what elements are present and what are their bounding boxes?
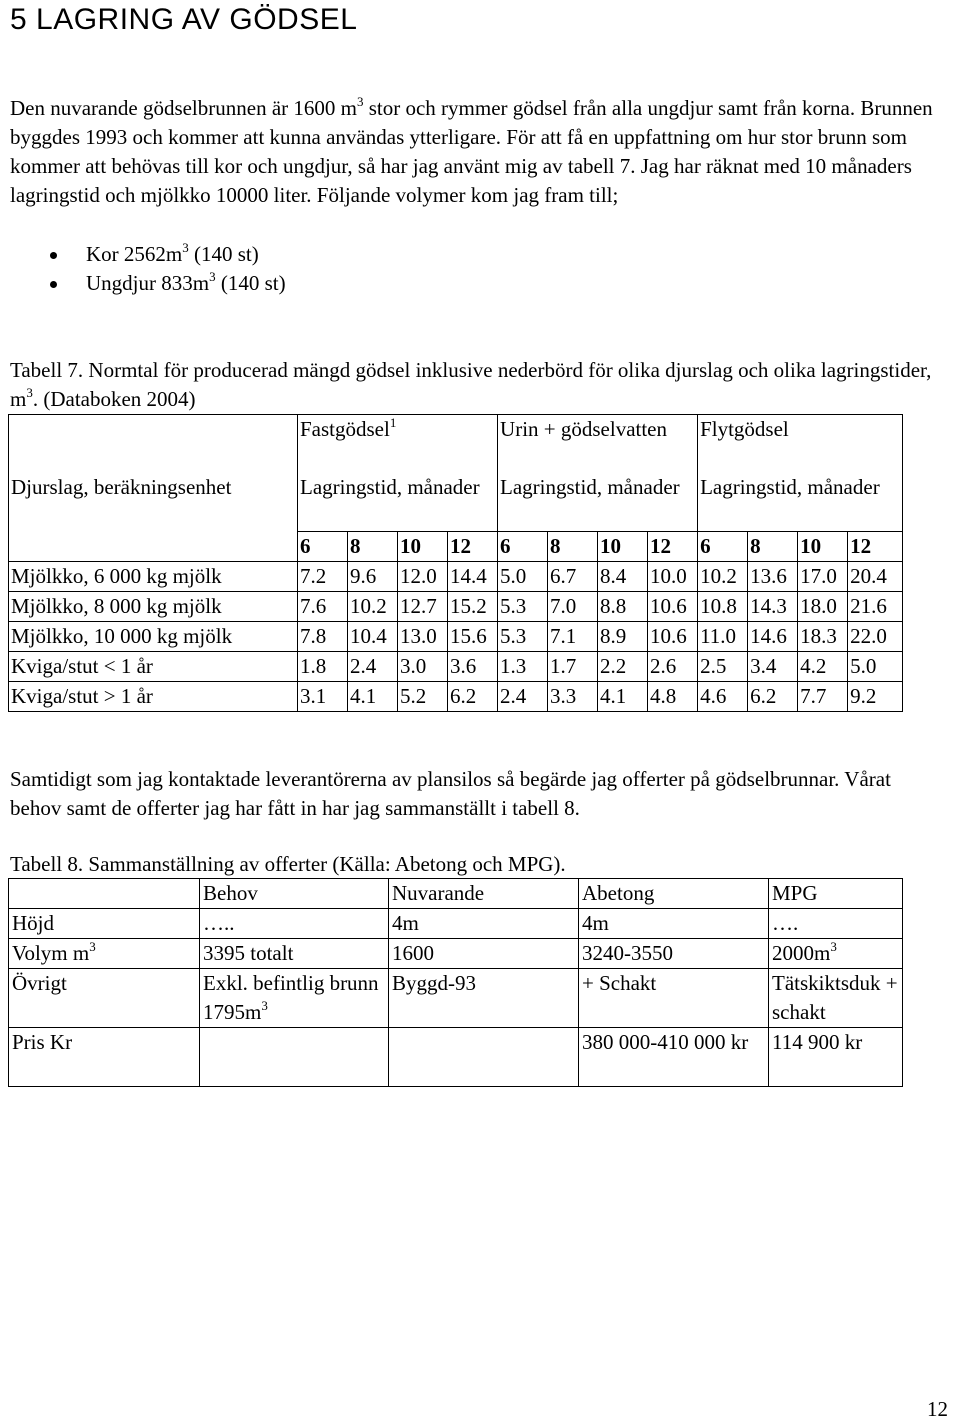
table-cell: 7.8 bbox=[298, 622, 348, 652]
table-header-cell bbox=[9, 415, 298, 474]
intro-paragraph: Den nuvarande gödselbrunnen är 1600 $m^3$ stor och rymmer gödsel från alla ungdjur samt från korna. Brunnen byggdes 1993 och kommer att kunna användas ytterligare. För att få en uppfattning om hur stor brunn som kommer att behövas till kor och ungdjur, så har jag använt mig av tabell 7. Jag har räknat med 10 månaders lagringstid och mjölkko 10000 liter. Följande volymer kom jag fram till; bbox=[10, 94, 933, 207]
table-cell: 14.6 bbox=[748, 622, 798, 652]
table-row bbox=[9, 622, 903, 652]
table-header-cell: 6 bbox=[298, 532, 348, 562]
table-cell: 11.0 bbox=[698, 622, 748, 652]
table-header-cell: 6 bbox=[498, 532, 548, 562]
table-cell: ….. bbox=[200, 909, 389, 939]
table-cell: 10.4 bbox=[348, 622, 398, 652]
table-header-cell: Behov bbox=[200, 879, 389, 909]
table-cell: 4.1 bbox=[598, 682, 648, 712]
table-header-cell: Flytgödsel bbox=[698, 415, 903, 474]
table-cell: 5.0 bbox=[498, 562, 548, 592]
table-cell: 2.4 bbox=[348, 652, 398, 682]
table8 bbox=[8, 878, 903, 1087]
bullet-icon bbox=[50, 281, 57, 288]
table-cell: 3.1 bbox=[298, 682, 348, 712]
table-header-cell: 10 bbox=[598, 532, 648, 562]
table-header-cell: 10 bbox=[398, 532, 448, 562]
table-cell: Mjölkko, 10 000 kg mjölk bbox=[9, 622, 298, 652]
table-cell: 9.2 bbox=[848, 682, 903, 712]
page-number: 12 bbox=[927, 1397, 948, 1421]
table-cell: 13.6 bbox=[748, 562, 798, 592]
table-cell: Kviga/stut < 1 år bbox=[9, 652, 298, 682]
table-row bbox=[9, 562, 903, 592]
table-cell: 22.0 bbox=[848, 622, 903, 652]
table-header-cell: Lagringstid, månader bbox=[298, 473, 498, 532]
table-cell: 3240-3550 bbox=[579, 939, 769, 969]
table-cell: 14.4 bbox=[448, 562, 498, 592]
table-cell: 1600 bbox=[389, 939, 579, 969]
table-cell: 1.3 bbox=[498, 652, 548, 682]
table-header-cell: 12 bbox=[648, 532, 698, 562]
table-cell: 8.8 bbox=[598, 592, 648, 622]
table-row bbox=[9, 592, 903, 622]
table-cell: Kviga/stut > 1 år bbox=[9, 682, 298, 712]
table-cell: 9.6 bbox=[348, 562, 398, 592]
table-row bbox=[9, 652, 903, 682]
table-cell: 8.4 bbox=[598, 562, 648, 592]
table-cell: 3.0 bbox=[398, 652, 448, 682]
table-cell: 15.6 bbox=[448, 622, 498, 652]
table-header-cell: MPG bbox=[769, 879, 903, 909]
table-header-cell: Nuvarande bbox=[389, 879, 579, 909]
table-header-row bbox=[9, 473, 903, 532]
table-header-cell bbox=[9, 879, 200, 909]
table-header-cell: 8 bbox=[748, 532, 798, 562]
table-cell: 10.6 bbox=[648, 592, 698, 622]
table-cell: Tätskiktsduk + schakt bbox=[769, 969, 903, 1028]
table-cell: Exkl. befintlig brunn $1795m^3$ bbox=[200, 969, 389, 1028]
table-cell: Höjd bbox=[9, 909, 200, 939]
table-cell: 3.4 bbox=[748, 652, 798, 682]
table-cell: + Schakt bbox=[579, 969, 769, 1028]
table-cell: 17.0 bbox=[798, 562, 848, 592]
table-cell: 4.2 bbox=[798, 652, 848, 682]
table-cell: 4m bbox=[579, 909, 769, 939]
table-cell: Volym $m^3$ bbox=[9, 939, 200, 969]
table-header-cell: 6 bbox=[698, 532, 748, 562]
table-cell: 2.4 bbox=[498, 682, 548, 712]
table-header-cell: 10 bbox=[798, 532, 848, 562]
table7 bbox=[8, 414, 903, 712]
table-cell: 4.6 bbox=[698, 682, 748, 712]
table-cell: Byggd-93 bbox=[389, 969, 579, 1028]
table-cell: 15.2 bbox=[448, 592, 498, 622]
table-cell: 4m bbox=[389, 909, 579, 939]
table-header-cell: Fastgödsel$^1$ bbox=[298, 415, 498, 474]
section-heading: 5 LAGRING AV GÖDSEL bbox=[10, 3, 358, 36]
table-cell: 7.0 bbox=[548, 592, 598, 622]
table-header-cell: 12 bbox=[848, 532, 903, 562]
table-cell: 5.0 bbox=[848, 652, 903, 682]
table-cell: 6.2 bbox=[748, 682, 798, 712]
table-cell bbox=[389, 1028, 579, 1087]
table-cell: 10.6 bbox=[648, 622, 698, 652]
table-cell: 18.0 bbox=[798, 592, 848, 622]
table-cell: Övrigt bbox=[9, 969, 200, 1028]
table-cell: 3.6 bbox=[448, 652, 498, 682]
table-header-cell: Lagringstid, månader bbox=[498, 473, 698, 532]
table-cell: 10.2 bbox=[348, 592, 398, 622]
table-cell: 7.7 bbox=[798, 682, 848, 712]
table8-caption: Tabell 8. Sammanställning av offerter (Källa: Abetong och MPG). bbox=[10, 852, 566, 876]
table-cell: …. bbox=[769, 909, 903, 939]
table-header-cell: Abetong bbox=[579, 879, 769, 909]
table-cell: 1.8 bbox=[298, 652, 348, 682]
table-header-cell: Urin + gödselvatten bbox=[498, 415, 698, 474]
bullet-icon bbox=[50, 252, 57, 259]
table-cell: $2000m^3$ bbox=[769, 939, 903, 969]
table-row bbox=[9, 909, 903, 939]
table-cell: 2.2 bbox=[598, 652, 648, 682]
table-cell: 5.3 bbox=[498, 592, 548, 622]
table-cell: 8.9 bbox=[598, 622, 648, 652]
table-cell: 20.4 bbox=[848, 562, 903, 592]
offers-paragraph: Samtidigt som jag kontaktade leverantörerna av plansilos så begärde jag offerter på gödselbrunnar. Vårat behov samt de offerter jag har fått in har jag sammanställt i tabell 8. bbox=[10, 767, 891, 820]
table-cell: 10.2 bbox=[698, 562, 748, 592]
table-cell: 1.7 bbox=[548, 652, 598, 682]
table-cell: 6.2 bbox=[448, 682, 498, 712]
table-cell: 10.8 bbox=[698, 592, 748, 622]
table-cell: 10.0 bbox=[648, 562, 698, 592]
table-header-cell: Lagringstid, månader bbox=[698, 473, 903, 532]
table-header-cell: 8 bbox=[348, 532, 398, 562]
table-header-row bbox=[9, 415, 903, 474]
volume-list bbox=[10, 240, 286, 298]
table-header-cell: Djurslag, beräkningsenhet bbox=[9, 473, 298, 532]
table-row bbox=[9, 1028, 903, 1087]
list-item: Kor $2562m^3$ (140 st) bbox=[10, 240, 286, 269]
table-row bbox=[9, 969, 903, 1028]
table-cell: 21.6 bbox=[848, 592, 903, 622]
table-cell: 380 000-410 000 kr bbox=[579, 1028, 769, 1087]
table-header-row bbox=[9, 879, 903, 909]
table-cell: 7.6 bbox=[298, 592, 348, 622]
table-cell: 7.1 bbox=[548, 622, 598, 652]
table-row bbox=[9, 682, 903, 712]
table-header-cell: 12 bbox=[448, 532, 498, 562]
table-header-cell: 8 bbox=[548, 532, 598, 562]
table-cell: 14.3 bbox=[748, 592, 798, 622]
table-cell: Mjölkko, 6 000 kg mjölk bbox=[9, 562, 298, 592]
table-cell: 12.7 bbox=[398, 592, 448, 622]
table-cell: Mjölkko, 8 000 kg mjölk bbox=[9, 592, 298, 622]
table-cell: 2.6 bbox=[648, 652, 698, 682]
table-cell: 5.3 bbox=[498, 622, 548, 652]
list-item: Ungdjur $833m^3$ (140 st) bbox=[10, 269, 286, 298]
table-header-row bbox=[9, 532, 903, 562]
table-cell: 114 900 kr bbox=[769, 1028, 903, 1087]
table-cell: 12.0 bbox=[398, 562, 448, 592]
table-cell: 2.5 bbox=[698, 652, 748, 682]
table-cell: 13.0 bbox=[398, 622, 448, 652]
table-cell: 3.3 bbox=[548, 682, 598, 712]
table-row bbox=[9, 939, 903, 969]
table-cell: 7.2 bbox=[298, 562, 348, 592]
table-header-cell bbox=[9, 532, 298, 562]
table-cell: Pris Kr bbox=[9, 1028, 200, 1087]
table-cell: 5.2 bbox=[398, 682, 448, 712]
table-cell: 6.7 bbox=[548, 562, 598, 592]
table-cell bbox=[200, 1028, 389, 1087]
table-cell: 18.3 bbox=[798, 622, 848, 652]
table-cell: 4.8 bbox=[648, 682, 698, 712]
table7-caption: Tabell 7. Normtal för producerad mängd gödsel inklusive nederbörd för olika djurslag och olika lagringstider, $m^3$. (Databoken 2004) bbox=[10, 358, 932, 411]
table-cell: 3395 totalt bbox=[200, 939, 389, 969]
table-cell: 4.1 bbox=[348, 682, 398, 712]
